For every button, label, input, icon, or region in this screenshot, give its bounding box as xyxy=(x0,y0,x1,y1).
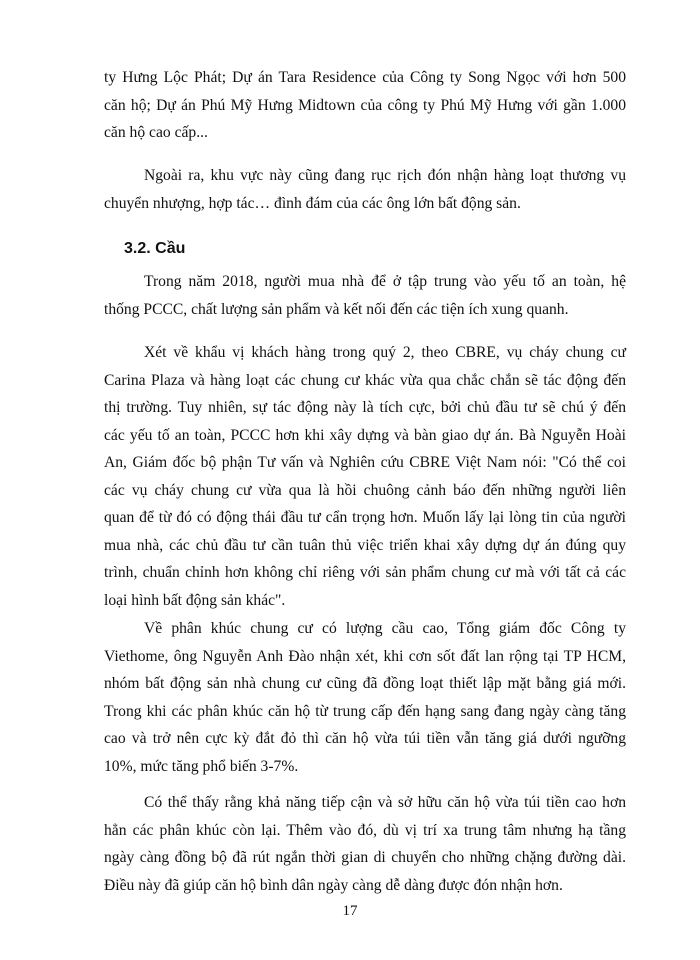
text-line: hẳn các phân khúc còn lại. Thêm vào đó, dù vị trí xa trung tâm nhưng hạ tầng xyxy=(104,821,626,839)
paragraph-high-demand xyxy=(104,615,626,780)
text-line: mua nhà, các chủ đầu tư cần tuân thủ việc triển khai xây dựng dự án đúng quy xyxy=(104,536,626,554)
text-line: Có thể thấy rằng khả năng tiếp cận và sở hữu căn hộ vừa túi tiền cao hơn xyxy=(144,794,626,811)
text-line: các yếu tố an toàn, PCCC hơn khi xây dựng và bàn giao dự án. Bà Nguyễn Hoài xyxy=(104,426,626,444)
text-line: Trong năm 2018, người mua nhà để ở tập trung vào yếu tố an toàn, hệ xyxy=(144,273,626,290)
text-line: Về phân khúc chung cư có lượng cầu cao, Tổng giám đốc Công ty xyxy=(144,620,626,637)
paragraph-other-deals xyxy=(104,162,626,217)
paragraph-continuation xyxy=(104,64,626,147)
text-line: thị trường. Tuy nhiên, sự tác động này là tích cực, bởi chủ đầu tư sẽ chú ý đến xyxy=(104,399,626,416)
text-line: cao và trở nên cực kỳ đắt đỏ thì căn hộ vừa túi tiền vẫn tăng giá dưới ngưỡng xyxy=(104,730,626,747)
text-line: các vụ cháy chung cư vừa qua là hồi chuông cảnh báo đến những người liên xyxy=(104,481,626,499)
text-line: chuyển nhượng, hợp tác… đình đám của các ông lớn bất động sản. xyxy=(104,194,521,212)
text-line: Carina Plaza và hàng loạt các chung cư khác vừa qua chắc chắn sẽ tác động đến xyxy=(104,371,626,389)
text-line: Điều này đã giúp căn hộ bình dân ngày càng dễ dàng được đón nhận hơn. xyxy=(104,876,563,894)
text-line: ngày càng đồng bộ đã rút ngắn thời gian di chuyển cho những chặng đường dài. xyxy=(104,849,626,866)
text-line: ty Hưng Lộc Phát; Dự án Tara Residence của Công ty Song Ngọc với hơn 500 xyxy=(104,69,626,86)
text-line: căn hộ cao cấp... xyxy=(104,124,208,141)
text-line: nhóm bất động sản nhà chung cư cũng đã đồng loạt thiết lập mặt bằng giá mới. xyxy=(104,675,626,692)
text-line: thống PCCC, chất lượng sản phẩm và kết nối đến các tiện ích xung quanh. xyxy=(104,300,569,318)
text-line: loại hình bất động sản khác". xyxy=(104,591,286,609)
text-line: Trong khi các phân khúc căn hộ từ trung cấp đến hạng sang đang ngày càng tăng xyxy=(104,702,626,720)
paragraph-buyer-focus xyxy=(104,268,626,323)
text-line: căn hộ; Dự án Phú Mỹ Hưng Midtown của công ty Phú Mỹ Hưng với gần 1.000 xyxy=(104,96,626,114)
text-line: Ngoài ra, khu vực này cũng đang rục rịch đón nhận hàng loạt thương vụ xyxy=(144,167,626,184)
text-line: An, Giám đốc bộ phận Tư vấn và Nghiên cứu CBRE Việt Nam nói: "Có thể coi xyxy=(104,454,626,471)
text-line: Viethome, ông Nguyễn Anh Đào nhận xét, khi cơn sốt đất lan rộng tại TP HCM, xyxy=(104,647,626,665)
paragraph-affordable-access xyxy=(104,789,626,899)
section-heading: 3.2. Cầu xyxy=(124,240,186,257)
text-line: trình, chuẩn chỉnh hơn không chỉ riêng với sản phẩm chung cư mà với tất cả các xyxy=(104,564,626,581)
text-line: 10%, mức tăng phổ biến 3-7%. xyxy=(104,757,299,775)
text-line: quan để từ đó có động thái đầu tư cẩn trọng hơn. Muốn lấy lại lòng tin của người xyxy=(104,509,626,526)
page-number: 17 xyxy=(342,903,358,919)
paragraph-customer-taste xyxy=(104,339,626,614)
text-line: Xét về khẩu vị khách hàng trong quý 2, theo CBRE, vụ cháy chung cư xyxy=(144,344,626,361)
